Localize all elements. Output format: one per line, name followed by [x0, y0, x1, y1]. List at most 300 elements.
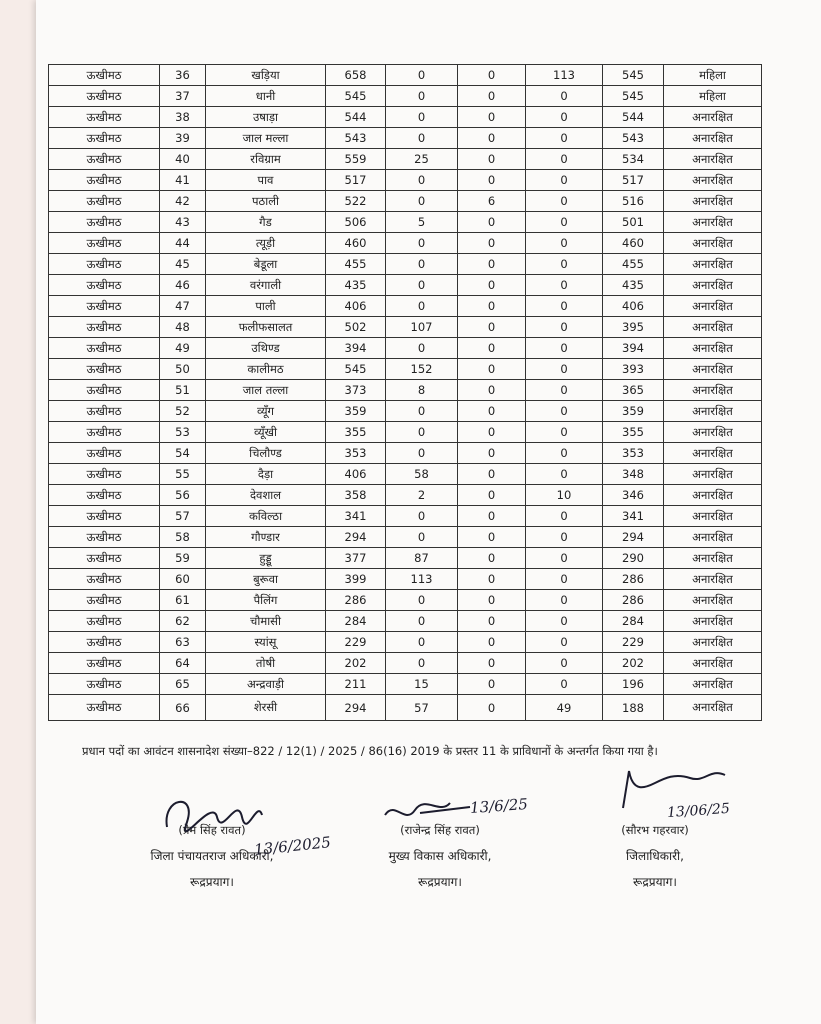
- population-cell: 559: [326, 149, 386, 170]
- st-cell: 0: [458, 128, 526, 149]
- other-cell: 49: [526, 695, 603, 721]
- village-cell: पैलिंग: [206, 590, 326, 611]
- other-cell: 0: [526, 674, 603, 695]
- village-cell: बुरूवा: [206, 569, 326, 590]
- table-row: [49, 527, 762, 548]
- village-cell: चौमासी: [206, 611, 326, 632]
- st-cell: 0: [458, 464, 526, 485]
- population-cell: 358: [326, 485, 386, 506]
- st-cell: 0: [458, 107, 526, 128]
- sc-cell: 0: [386, 296, 458, 317]
- population-cell: 522: [326, 191, 386, 212]
- serial-cell: 60: [160, 569, 206, 590]
- net-cell: 229: [603, 632, 664, 653]
- serial-cell: 51: [160, 380, 206, 401]
- signatory-name: (राजेन्द्र सिंह रावत): [400, 823, 480, 837]
- signatory-title: जिलाधिकारी,: [626, 849, 684, 863]
- serial-cell: 43: [160, 212, 206, 233]
- sc-cell: 0: [386, 401, 458, 422]
- block-cell: ऊखीमठ: [49, 128, 160, 149]
- category-cell: अनारक्षित: [664, 569, 762, 590]
- net-cell: 286: [603, 590, 664, 611]
- block-cell: ऊखीमठ: [49, 317, 160, 338]
- st-cell: 0: [458, 695, 526, 721]
- category-cell: अनारक्षित: [664, 590, 762, 611]
- net-cell: 196: [603, 674, 664, 695]
- village-cell: धानी: [206, 86, 326, 107]
- population-cell: 229: [326, 632, 386, 653]
- category-cell: महिला: [664, 65, 762, 86]
- village-cell: बेडूला: [206, 254, 326, 275]
- serial-cell: 42: [160, 191, 206, 212]
- other-cell: 0: [526, 422, 603, 443]
- sc-cell: 0: [386, 338, 458, 359]
- other-cell: 0: [526, 149, 603, 170]
- sc-cell: 2: [386, 485, 458, 506]
- category-cell: अनारक्षित: [664, 548, 762, 569]
- village-cell: कालीमठ: [206, 359, 326, 380]
- other-cell: 113: [526, 65, 603, 86]
- sc-cell: 0: [386, 527, 458, 548]
- signatory-place: रूद्रप्रयाग।: [633, 875, 677, 889]
- serial-cell: 65: [160, 674, 206, 695]
- population-cell: 506: [326, 212, 386, 233]
- other-cell: 0: [526, 233, 603, 254]
- block-cell: ऊखीमठ: [49, 506, 160, 527]
- table-row: [49, 338, 762, 359]
- serial-cell: 39: [160, 128, 206, 149]
- other-cell: 0: [526, 128, 603, 149]
- population-cell: 211: [326, 674, 386, 695]
- signatory-place: रूद्रप्रयाग।: [418, 875, 462, 889]
- other-cell: 0: [526, 569, 603, 590]
- serial-cell: 63: [160, 632, 206, 653]
- st-cell: 0: [458, 590, 526, 611]
- serial-cell: 37: [160, 86, 206, 107]
- table-row: [49, 611, 762, 632]
- block-cell: ऊखीमठ: [49, 422, 160, 443]
- serial-cell: 54: [160, 443, 206, 464]
- population-cell: 460: [326, 233, 386, 254]
- serial-cell: 45: [160, 254, 206, 275]
- category-cell: महिला: [664, 86, 762, 107]
- other-cell: 0: [526, 611, 603, 632]
- serial-cell: 57: [160, 506, 206, 527]
- other-cell: 0: [526, 653, 603, 674]
- serial-cell: 53: [160, 422, 206, 443]
- net-cell: 202: [603, 653, 664, 674]
- st-cell: 0: [458, 212, 526, 233]
- other-cell: 0: [526, 590, 603, 611]
- serial-cell: 36: [160, 65, 206, 86]
- other-cell: 0: [526, 380, 603, 401]
- net-cell: 355: [603, 422, 664, 443]
- village-cell: व्यूँखी: [206, 422, 326, 443]
- net-cell: 286: [603, 569, 664, 590]
- block-cell: ऊखीमठ: [49, 401, 160, 422]
- serial-cell: 56: [160, 485, 206, 506]
- serial-cell: 41: [160, 170, 206, 191]
- st-cell: 0: [458, 317, 526, 338]
- serial-cell: 46: [160, 275, 206, 296]
- block-cell: ऊखीमठ: [49, 632, 160, 653]
- population-cell: 543: [326, 128, 386, 149]
- table-row: [49, 569, 762, 590]
- village-cell: व्यूँग: [206, 401, 326, 422]
- category-cell: अनारक्षित: [664, 401, 762, 422]
- category-cell: अनारक्षित: [664, 191, 762, 212]
- population-cell: 373: [326, 380, 386, 401]
- table-row: [49, 317, 762, 338]
- table-row: [49, 149, 762, 170]
- sc-cell: 0: [386, 506, 458, 527]
- sc-cell: 58: [386, 464, 458, 485]
- table-row: [49, 590, 762, 611]
- category-cell: अनारक्षित: [664, 359, 762, 380]
- population-cell: 517: [326, 170, 386, 191]
- table-row: [49, 296, 762, 317]
- st-cell: 0: [458, 170, 526, 191]
- serial-cell: 59: [160, 548, 206, 569]
- st-cell: 0: [458, 527, 526, 548]
- other-cell: 0: [526, 275, 603, 296]
- other-cell: 0: [526, 632, 603, 653]
- population-cell: 284: [326, 611, 386, 632]
- other-cell: 0: [526, 359, 603, 380]
- category-cell: अनारक्षित: [664, 170, 762, 191]
- population-cell: 353: [326, 443, 386, 464]
- sc-cell: 0: [386, 191, 458, 212]
- category-cell: अनारक्षित: [664, 632, 762, 653]
- table-row: [49, 107, 762, 128]
- population-cell: 545: [326, 86, 386, 107]
- net-cell: 365: [603, 380, 664, 401]
- block-cell: ऊखीमठ: [49, 254, 160, 275]
- village-cell: हुड्डू: [206, 548, 326, 569]
- population-cell: 294: [326, 527, 386, 548]
- serial-cell: 44: [160, 233, 206, 254]
- block-cell: ऊखीमठ: [49, 485, 160, 506]
- net-cell: 346: [603, 485, 664, 506]
- village-cell: पठाली: [206, 191, 326, 212]
- other-cell: 0: [526, 107, 603, 128]
- category-cell: अनारक्षित: [664, 695, 762, 721]
- other-cell: 0: [526, 254, 603, 275]
- table-row: [49, 212, 762, 233]
- net-cell: 294: [603, 527, 664, 548]
- block-cell: ऊखीमठ: [49, 359, 160, 380]
- serial-cell: 66: [160, 695, 206, 721]
- table-row: [49, 464, 762, 485]
- category-cell: अनारक्षित: [664, 380, 762, 401]
- block-cell: ऊखीमठ: [49, 212, 160, 233]
- other-cell: 0: [526, 170, 603, 191]
- other-cell: 0: [526, 296, 603, 317]
- serial-cell: 52: [160, 401, 206, 422]
- table-row: [49, 674, 762, 695]
- population-cell: 455: [326, 254, 386, 275]
- category-cell: अनारक्षित: [664, 128, 762, 149]
- st-cell: 0: [458, 86, 526, 107]
- sc-cell: 57: [386, 695, 458, 721]
- table-row: [49, 422, 762, 443]
- population-cell: 406: [326, 464, 386, 485]
- net-cell: 516: [603, 191, 664, 212]
- other-cell: 0: [526, 86, 603, 107]
- village-cell: कविल्ठा: [206, 506, 326, 527]
- serial-cell: 58: [160, 527, 206, 548]
- block-cell: ऊखीमठ: [49, 611, 160, 632]
- sc-cell: 113: [386, 569, 458, 590]
- population-cell: 406: [326, 296, 386, 317]
- block-cell: ऊखीमठ: [49, 86, 160, 107]
- signatory-title: मुख्य विकास अधिकारी,: [388, 849, 492, 863]
- net-cell: 284: [603, 611, 664, 632]
- village-cell: गैड: [206, 212, 326, 233]
- sc-cell: 15: [386, 674, 458, 695]
- block-cell: ऊखीमठ: [49, 65, 160, 86]
- block-cell: ऊखीमठ: [49, 590, 160, 611]
- reservation-table: [48, 64, 762, 721]
- population-cell: 544: [326, 107, 386, 128]
- category-cell: अनारक्षित: [664, 212, 762, 233]
- category-cell: अनारक्षित: [664, 254, 762, 275]
- village-cell: वरंगाली: [206, 275, 326, 296]
- net-cell: 545: [603, 65, 664, 86]
- signatory-place: रूद्रप्रयाग।: [190, 875, 234, 889]
- st-cell: 0: [458, 569, 526, 590]
- block-cell: ऊखीमठ: [49, 380, 160, 401]
- village-cell: जाल तल्ला: [206, 380, 326, 401]
- population-cell: 545: [326, 359, 386, 380]
- sc-cell: 87: [386, 548, 458, 569]
- st-cell: 0: [458, 254, 526, 275]
- other-cell: 0: [526, 212, 603, 233]
- other-cell: 0: [526, 506, 603, 527]
- block-cell: ऊखीमठ: [49, 191, 160, 212]
- category-cell: अनारक्षित: [664, 338, 762, 359]
- net-cell: 290: [603, 548, 664, 569]
- block-cell: ऊखीमठ: [49, 233, 160, 254]
- net-cell: 348: [603, 464, 664, 485]
- table-row: [49, 233, 762, 254]
- block-cell: ऊखीमठ: [49, 569, 160, 590]
- st-cell: 0: [458, 275, 526, 296]
- sc-cell: 152: [386, 359, 458, 380]
- net-cell: 534: [603, 149, 664, 170]
- signature-mark: [380, 795, 480, 835]
- village-cell: उथिण्ड: [206, 338, 326, 359]
- village-cell: उषाड़ा: [206, 107, 326, 128]
- village-cell: अन्द्रवाड़ी: [206, 674, 326, 695]
- other-cell: 10: [526, 485, 603, 506]
- net-cell: 393: [603, 359, 664, 380]
- sc-cell: 0: [386, 422, 458, 443]
- serial-cell: 49: [160, 338, 206, 359]
- table-row: [49, 275, 762, 296]
- table-row: [49, 548, 762, 569]
- st-cell: 0: [458, 611, 526, 632]
- village-cell: पाव: [206, 170, 326, 191]
- block-cell: ऊखीमठ: [49, 527, 160, 548]
- st-cell: 0: [458, 422, 526, 443]
- village-cell: जाल मल्ला: [206, 128, 326, 149]
- block-cell: ऊखीमठ: [49, 275, 160, 296]
- net-cell: 359: [603, 401, 664, 422]
- table-row: [49, 128, 762, 149]
- net-cell: 543: [603, 128, 664, 149]
- category-cell: अनारक्षित: [664, 485, 762, 506]
- category-cell: अनारक्षित: [664, 527, 762, 548]
- st-cell: 0: [458, 485, 526, 506]
- other-cell: 0: [526, 443, 603, 464]
- category-cell: अनारक्षित: [664, 317, 762, 338]
- population-cell: 359: [326, 401, 386, 422]
- table-row: [49, 653, 762, 674]
- st-cell: 0: [458, 401, 526, 422]
- population-cell: 355: [326, 422, 386, 443]
- sc-cell: 0: [386, 590, 458, 611]
- signatory-name: (प्रेम सिंह रावत): [178, 823, 246, 837]
- table-row: [49, 254, 762, 275]
- serial-cell: 64: [160, 653, 206, 674]
- net-cell: 545: [603, 86, 664, 107]
- population-cell: 294: [326, 695, 386, 721]
- st-cell: 0: [458, 443, 526, 464]
- population-cell: 435: [326, 275, 386, 296]
- serial-cell: 47: [160, 296, 206, 317]
- block-cell: ऊखीमठ: [49, 296, 160, 317]
- sc-cell: 0: [386, 275, 458, 296]
- signature-date: 13/06/25: [666, 800, 731, 822]
- net-cell: 395: [603, 317, 664, 338]
- signatory-dm: [585, 795, 731, 890]
- serial-cell: 62: [160, 611, 206, 632]
- signature-date: 13/6/2025: [253, 833, 332, 859]
- st-cell: 0: [458, 380, 526, 401]
- village-cell: रविग्राम: [206, 149, 326, 170]
- population-cell: 286: [326, 590, 386, 611]
- signatory-cdo: [360, 795, 529, 890]
- st-cell: 0: [458, 674, 526, 695]
- signatory-name: (सौरभ गहरवार): [621, 823, 689, 837]
- category-cell: अनारक्षित: [664, 674, 762, 695]
- category-cell: अनारक्षित: [664, 506, 762, 527]
- st-cell: 0: [458, 548, 526, 569]
- village-cell: दैड़ा: [206, 464, 326, 485]
- st-cell: 0: [458, 296, 526, 317]
- signature-date: 13/6/25: [469, 795, 529, 817]
- population-cell: 399: [326, 569, 386, 590]
- village-cell: फलीफसालत: [206, 317, 326, 338]
- category-cell: अनारक्षित: [664, 275, 762, 296]
- net-cell: 406: [603, 296, 664, 317]
- village-cell: देवशाल: [206, 485, 326, 506]
- sc-cell: 0: [386, 254, 458, 275]
- serial-cell: 38: [160, 107, 206, 128]
- net-cell: 460: [603, 233, 664, 254]
- sc-cell: 0: [386, 170, 458, 191]
- table-row: [49, 485, 762, 506]
- net-cell: 455: [603, 254, 664, 275]
- block-cell: ऊखीमठ: [49, 548, 160, 569]
- block-cell: ऊखीमठ: [49, 170, 160, 191]
- village-cell: स्यांसू: [206, 632, 326, 653]
- table-row: [49, 86, 762, 107]
- table-row: [49, 191, 762, 212]
- other-cell: 0: [526, 527, 603, 548]
- block-cell: ऊखीमठ: [49, 695, 160, 721]
- sc-cell: 107: [386, 317, 458, 338]
- net-cell: 435: [603, 275, 664, 296]
- category-cell: अनारक्षित: [664, 464, 762, 485]
- allocation-footnote: प्रधान पदों का आवंटन शासनादेश संख्या–822 / 12(1) / 2025 / 86(16) 2019 के प्रस्तर 11 के प्राविधानों के अन्तर्गत किया गया है।: [82, 744, 658, 758]
- table-row: [49, 380, 762, 401]
- net-cell: 353: [603, 443, 664, 464]
- table-row: [49, 506, 762, 527]
- sc-cell: 0: [386, 443, 458, 464]
- block-cell: ऊखीमठ: [49, 338, 160, 359]
- st-cell: 0: [458, 233, 526, 254]
- net-cell: 394: [603, 338, 664, 359]
- sc-cell: 0: [386, 653, 458, 674]
- other-cell: 0: [526, 338, 603, 359]
- village-cell: त्यूड़ी: [206, 233, 326, 254]
- sc-cell: 0: [386, 233, 458, 254]
- other-cell: 0: [526, 464, 603, 485]
- table-row: [49, 401, 762, 422]
- sc-cell: 5: [386, 212, 458, 233]
- sc-cell: 0: [386, 86, 458, 107]
- st-cell: 0: [458, 149, 526, 170]
- population-cell: 658: [326, 65, 386, 86]
- st-cell: 0: [458, 65, 526, 86]
- table-row: [49, 695, 762, 721]
- population-cell: 341: [326, 506, 386, 527]
- village-cell: शेरसी: [206, 695, 326, 721]
- sc-cell: 25: [386, 149, 458, 170]
- signature-mark: [157, 787, 267, 837]
- block-cell: ऊखीमठ: [49, 149, 160, 170]
- signatory-title: जिला पंचायतराज अधिकारी,: [150, 849, 274, 863]
- category-cell: अनारक्षित: [664, 653, 762, 674]
- st-cell: 0: [458, 632, 526, 653]
- st-cell: 0: [458, 506, 526, 527]
- village-cell: पाली: [206, 296, 326, 317]
- st-cell: 0: [458, 359, 526, 380]
- village-cell: खड़िया: [206, 65, 326, 86]
- sc-cell: 0: [386, 128, 458, 149]
- st-cell: 0: [458, 338, 526, 359]
- table-row: [49, 65, 762, 86]
- serial-cell: 61: [160, 590, 206, 611]
- st-cell: 0: [458, 653, 526, 674]
- table-row: [49, 359, 762, 380]
- net-cell: 501: [603, 212, 664, 233]
- signatory-dpro: [112, 795, 332, 890]
- category-cell: अनारक्षित: [664, 149, 762, 170]
- sc-cell: 0: [386, 611, 458, 632]
- category-cell: अनारक्षित: [664, 233, 762, 254]
- net-cell: 544: [603, 107, 664, 128]
- sc-cell: 0: [386, 65, 458, 86]
- sc-cell: 0: [386, 107, 458, 128]
- table-row: [49, 170, 762, 191]
- population-cell: 502: [326, 317, 386, 338]
- block-cell: ऊखीमठ: [49, 674, 160, 695]
- net-cell: 341: [603, 506, 664, 527]
- serial-cell: 55: [160, 464, 206, 485]
